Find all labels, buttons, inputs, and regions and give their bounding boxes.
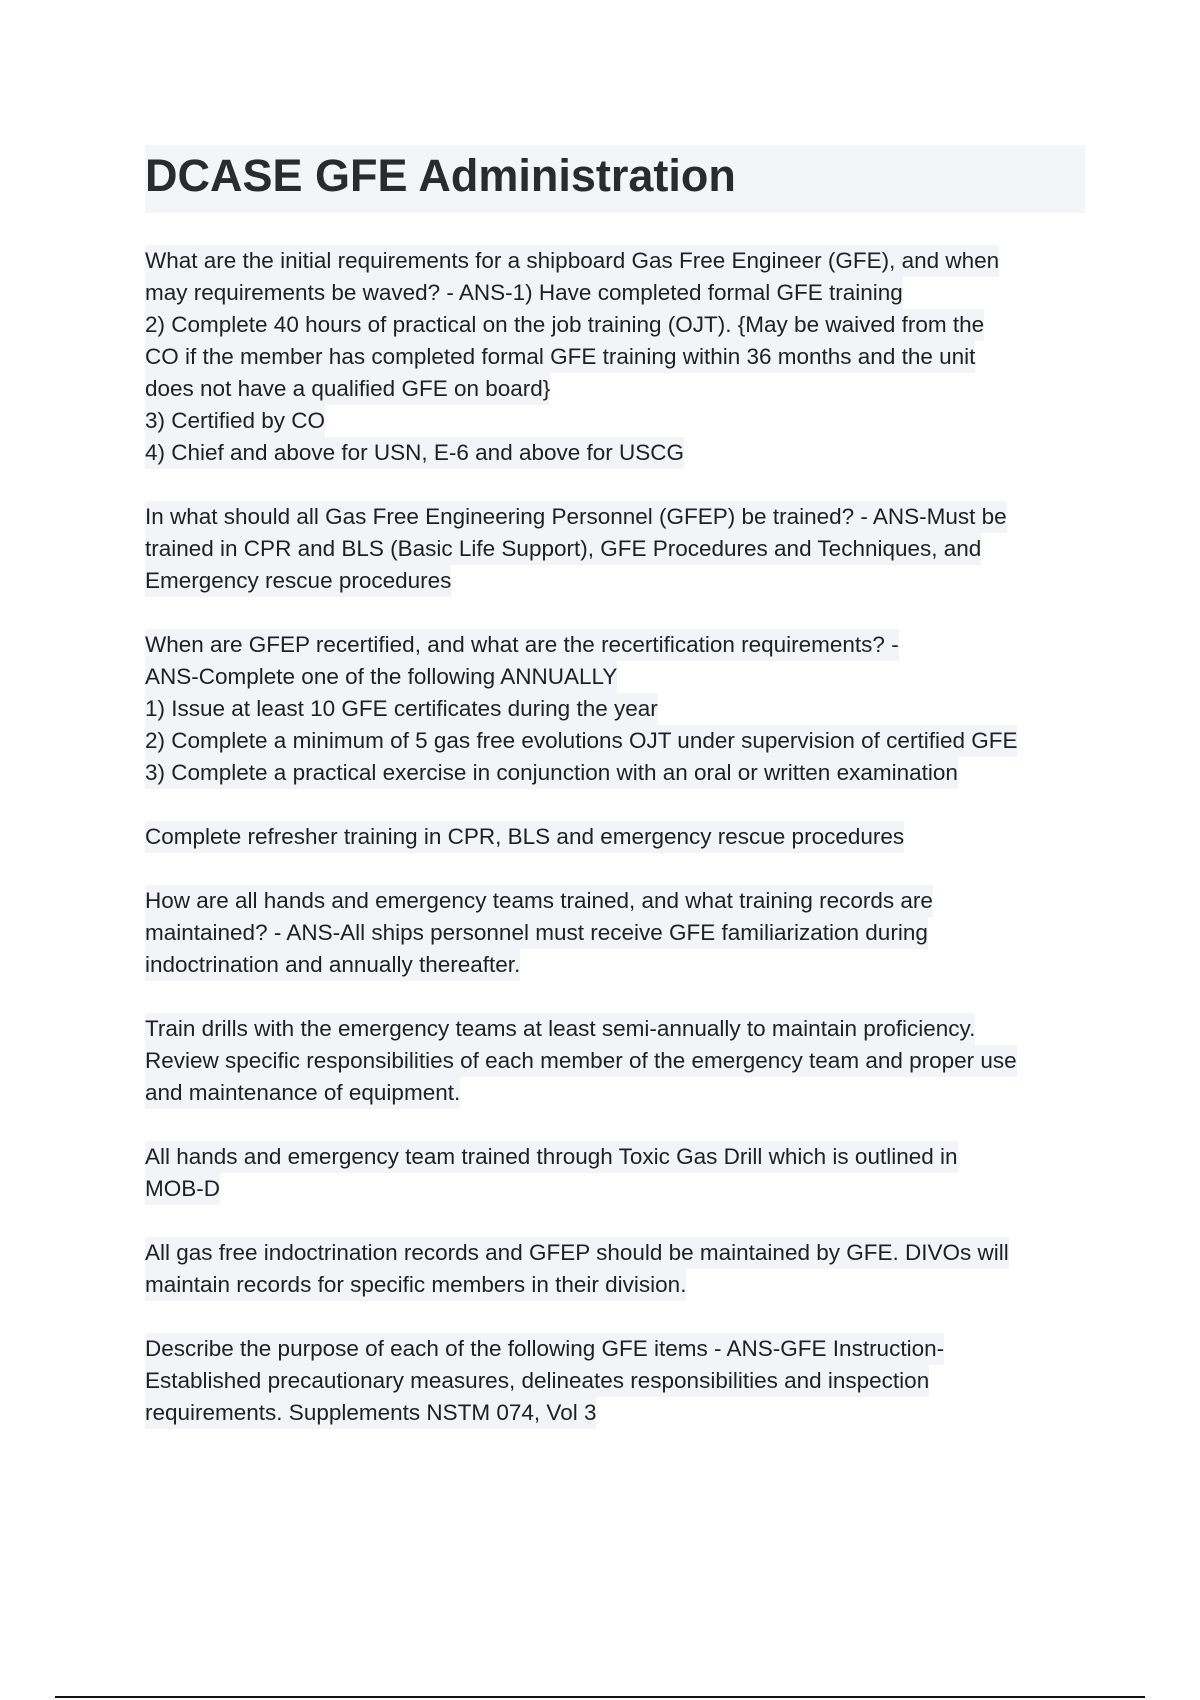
text-line: Review specific responsibilities of each member of the emergency team and proper use <box>145 1045 1017 1077</box>
paragraph <box>145 885 1090 981</box>
document-page <box>145 145 1090 1461</box>
text-line: Established precautionary measures, delineates responsibilities and inspection <box>145 1365 929 1397</box>
text-line: 3) Certified by CO <box>145 405 325 437</box>
text-line: maintained? - ANS-All ships personnel must receive GFE familiarization during <box>145 917 928 949</box>
paragraph <box>145 629 1090 789</box>
text-line: CO if the member has completed formal GFE training within 36 months and the unit <box>145 341 975 373</box>
text-line: trained in CPR and BLS (Basic Life Support), GFE Procedures and Techniques, and <box>145 533 981 565</box>
text-line: 2) Complete a minimum of 5 gas free evolutions OJT under supervision of certified GFE <box>145 725 1017 757</box>
text-line: requirements. Supplements NSTM 074, Vol 3 <box>145 1397 596 1429</box>
footer-divider <box>55 1696 1145 1698</box>
text-line: 2) Complete 40 hours of practical on the job training (OJT). {May be waived from the <box>145 309 984 341</box>
text-line: 3) Complete a practical exercise in conjunction with an oral or written examination <box>145 757 958 789</box>
page-title: DCASE GFE Administration <box>145 150 736 201</box>
paragraph <box>145 1141 1090 1205</box>
text-line: All hands and emergency team trained through Toxic Gas Drill which is outlined in <box>145 1141 958 1173</box>
paragraph <box>145 1333 1090 1429</box>
paragraph <box>145 245 1090 469</box>
text-line: does not have a qualified GFE on board} <box>145 373 550 405</box>
text-line: Complete refresher training in CPR, BLS and emergency rescue procedures <box>145 821 904 853</box>
text-line: indoctrination and annually thereafter. <box>145 949 520 981</box>
text-line: 4) Chief and above for USN, E-6 and above for USCG <box>145 437 684 469</box>
text-line: All gas free indoctrination records and GFEP should be maintained by GFE. DIVOs will <box>145 1237 1009 1269</box>
document-body <box>145 245 1090 1429</box>
text-line: may requirements be waved? - ANS-1) Have completed formal GFE training <box>145 277 903 309</box>
text-line: When are GFEP recertified, and what are the recertification requirements? - <box>145 629 899 661</box>
text-line: How are all hands and emergency teams trained, and what training records are <box>145 885 933 917</box>
text-line: and maintenance of equipment. <box>145 1077 460 1109</box>
text-line: maintain records for specific members in their division. <box>145 1269 686 1301</box>
text-line: In what should all Gas Free Engineering Personnel (GFEP) be trained? - ANS-Must be <box>145 501 1007 533</box>
text-line: Describe the purpose of each of the following GFE items - ANS-GFE Instruction- <box>145 1333 944 1365</box>
text-line: What are the initial requirements for a shipboard Gas Free Engineer (GFE), and when <box>145 245 999 277</box>
title-band <box>145 145 1085 213</box>
paragraph <box>145 1013 1090 1109</box>
paragraph <box>145 501 1090 597</box>
paragraph <box>145 1237 1090 1301</box>
text-line: Emergency rescue procedures <box>145 565 451 597</box>
text-line: 1) Issue at least 10 GFE certificates during the year <box>145 693 658 725</box>
paragraph <box>145 821 1090 853</box>
text-line: MOB-D <box>145 1173 220 1205</box>
text-line: ANS-Complete one of the following ANNUALLY <box>145 661 617 693</box>
text-line: Train drills with the emergency teams at least semi-annually to maintain proficiency. <box>145 1013 975 1045</box>
